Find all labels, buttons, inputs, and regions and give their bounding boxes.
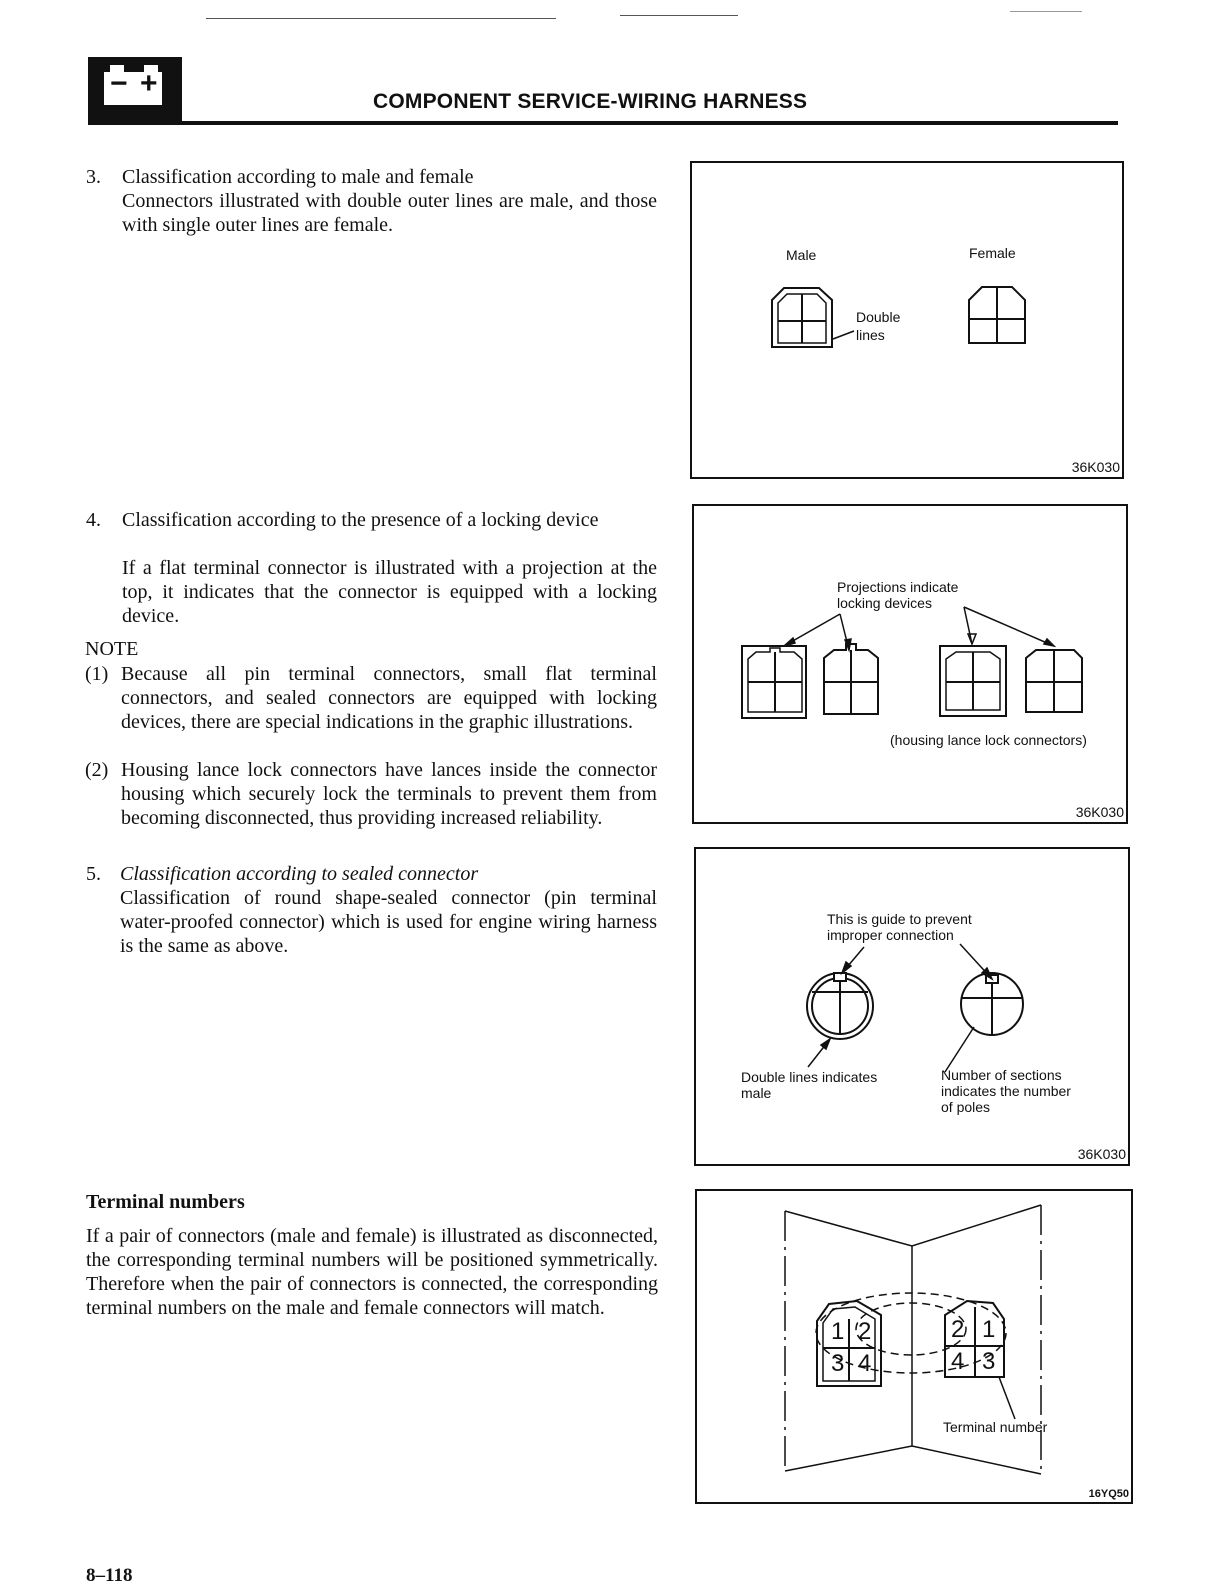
left-terminal-1: 1 <box>831 1318 845 1345</box>
female-label: Female <box>969 245 1016 261</box>
top-rule-3 <box>1010 11 1082 12</box>
projections-label-2: locking devices <box>837 595 932 611</box>
locking-devices-diagram <box>694 506 1126 822</box>
note-item-1-marker: (1) <box>85 663 109 685</box>
page-number: 8–118 <box>86 1565 133 1586</box>
male-connector-icon <box>772 288 832 347</box>
left-terminal-2: 2 <box>858 1318 872 1345</box>
terminal-numbers-body: If a pair of connectors (male and female) is illustrated as disconnected, the corresponding terminal numbers will be positioned symmetrically. Therefore when the pair of connectors is connected, the corresponding terminal numbers on the male and female connectors will match. <box>86 1225 658 1319</box>
sealed-connector-diagram <box>696 849 1128 1164</box>
battery-icon: − + <box>88 57 182 121</box>
section-4-number: 4. <box>86 509 101 531</box>
double-lines-label-2: lines <box>856 327 885 343</box>
section-3-body: Connectors illustrated with double outer lines are male, and those with single outer lines are female. <box>122 190 657 236</box>
figure-code: 16YQ50 <box>1088 1488 1129 1500</box>
section-5-title: Classification according to sealed connector <box>120 863 479 885</box>
right-terminal-2: 2 <box>951 1316 965 1343</box>
note-item-2-text: Housing lance lock connectors have lances inside the connector housing which securely lock the terminals to prevent them from becoming disconnected, thus providing increased reliability. <box>121 759 657 829</box>
left-terminal-4: 4 <box>858 1350 872 1377</box>
right-terminal-4: 4 <box>951 1348 965 1375</box>
figure-locking-devices <box>692 504 1128 824</box>
female-round-connector <box>961 973 1023 1035</box>
female-locking-connector-1 <box>824 644 878 714</box>
header-rule <box>88 121 1118 125</box>
figure-code: 36K030 <box>1077 1146 1126 1162</box>
top-rule-1 <box>206 18 556 19</box>
top-rule-2 <box>620 15 738 16</box>
section-3-title: Classification according to male and female <box>122 166 474 188</box>
section-4-body: If a flat terminal connector is illustrated with a projection at the top, it indicates that the connector is equipped with a locking device. <box>122 557 657 627</box>
male-label: Male <box>786 247 817 263</box>
double-male-label-1: Double lines indicates <box>741 1069 878 1085</box>
double-lines-label-1: Double <box>856 309 901 325</box>
double-male-label-2: male <box>741 1085 772 1101</box>
note-item-1-text: Because all pin terminal connectors, small flat terminal connectors, and sealed connectors are equipped with locking devices, there are special indications in the graphic illustrations. <box>121 663 657 733</box>
section-3-number: 3. <box>86 166 101 188</box>
male-lance-connector <box>940 646 1006 716</box>
right-terminal-1: 1 <box>982 1316 996 1343</box>
male-female-diagram <box>692 163 1122 477</box>
guide-label-2: improper connection <box>827 927 954 943</box>
projections-label-1: Projections indicate <box>837 579 959 595</box>
terminal-number-label: Terminal number <box>943 1419 1048 1435</box>
terminal-numbers-heading: Terminal numbers <box>86 1191 245 1213</box>
guide-label-1: This is guide to prevent <box>827 911 972 927</box>
female-connector-icon <box>969 287 1025 343</box>
lance-lock-label: (housing lance lock connectors) <box>890 732 1087 748</box>
figure-code: 36K030 <box>1071 459 1120 475</box>
male-locking-connector-1 <box>742 646 806 718</box>
left-terminal-connector <box>817 1301 881 1386</box>
left-terminal-3: 3 <box>831 1350 845 1377</box>
note-item-2-marker: (2) <box>85 759 109 781</box>
female-lance-connector <box>1026 650 1082 712</box>
male-round-connector <box>807 973 873 1039</box>
figure-terminal-numbers <box>695 1189 1133 1504</box>
section-5-number: 5. <box>86 863 101 885</box>
section-5-body: Classification of round shape-sealed connector (pin terminal water-proofed connector) which is used for engine wiring harness is the same as above. <box>120 887 657 957</box>
page-title: COMPONENT SERVICE-WIRING HARNESS <box>373 90 808 113</box>
figure-male-female <box>690 161 1124 479</box>
right-terminal-3: 3 <box>982 1348 996 1375</box>
note-label: NOTE <box>85 638 139 660</box>
sections-label-3: of poles <box>941 1099 991 1115</box>
sections-label-2: indicates the number <box>941 1083 1071 1099</box>
figure-code: 36K030 <box>1075 804 1124 820</box>
terminal-numbers-diagram <box>697 1191 1131 1502</box>
section-4-title: Classification according to the presence of a locking device <box>122 509 599 531</box>
sections-label-1: Number of sections <box>941 1067 1062 1083</box>
figure-sealed-connector <box>694 847 1130 1166</box>
